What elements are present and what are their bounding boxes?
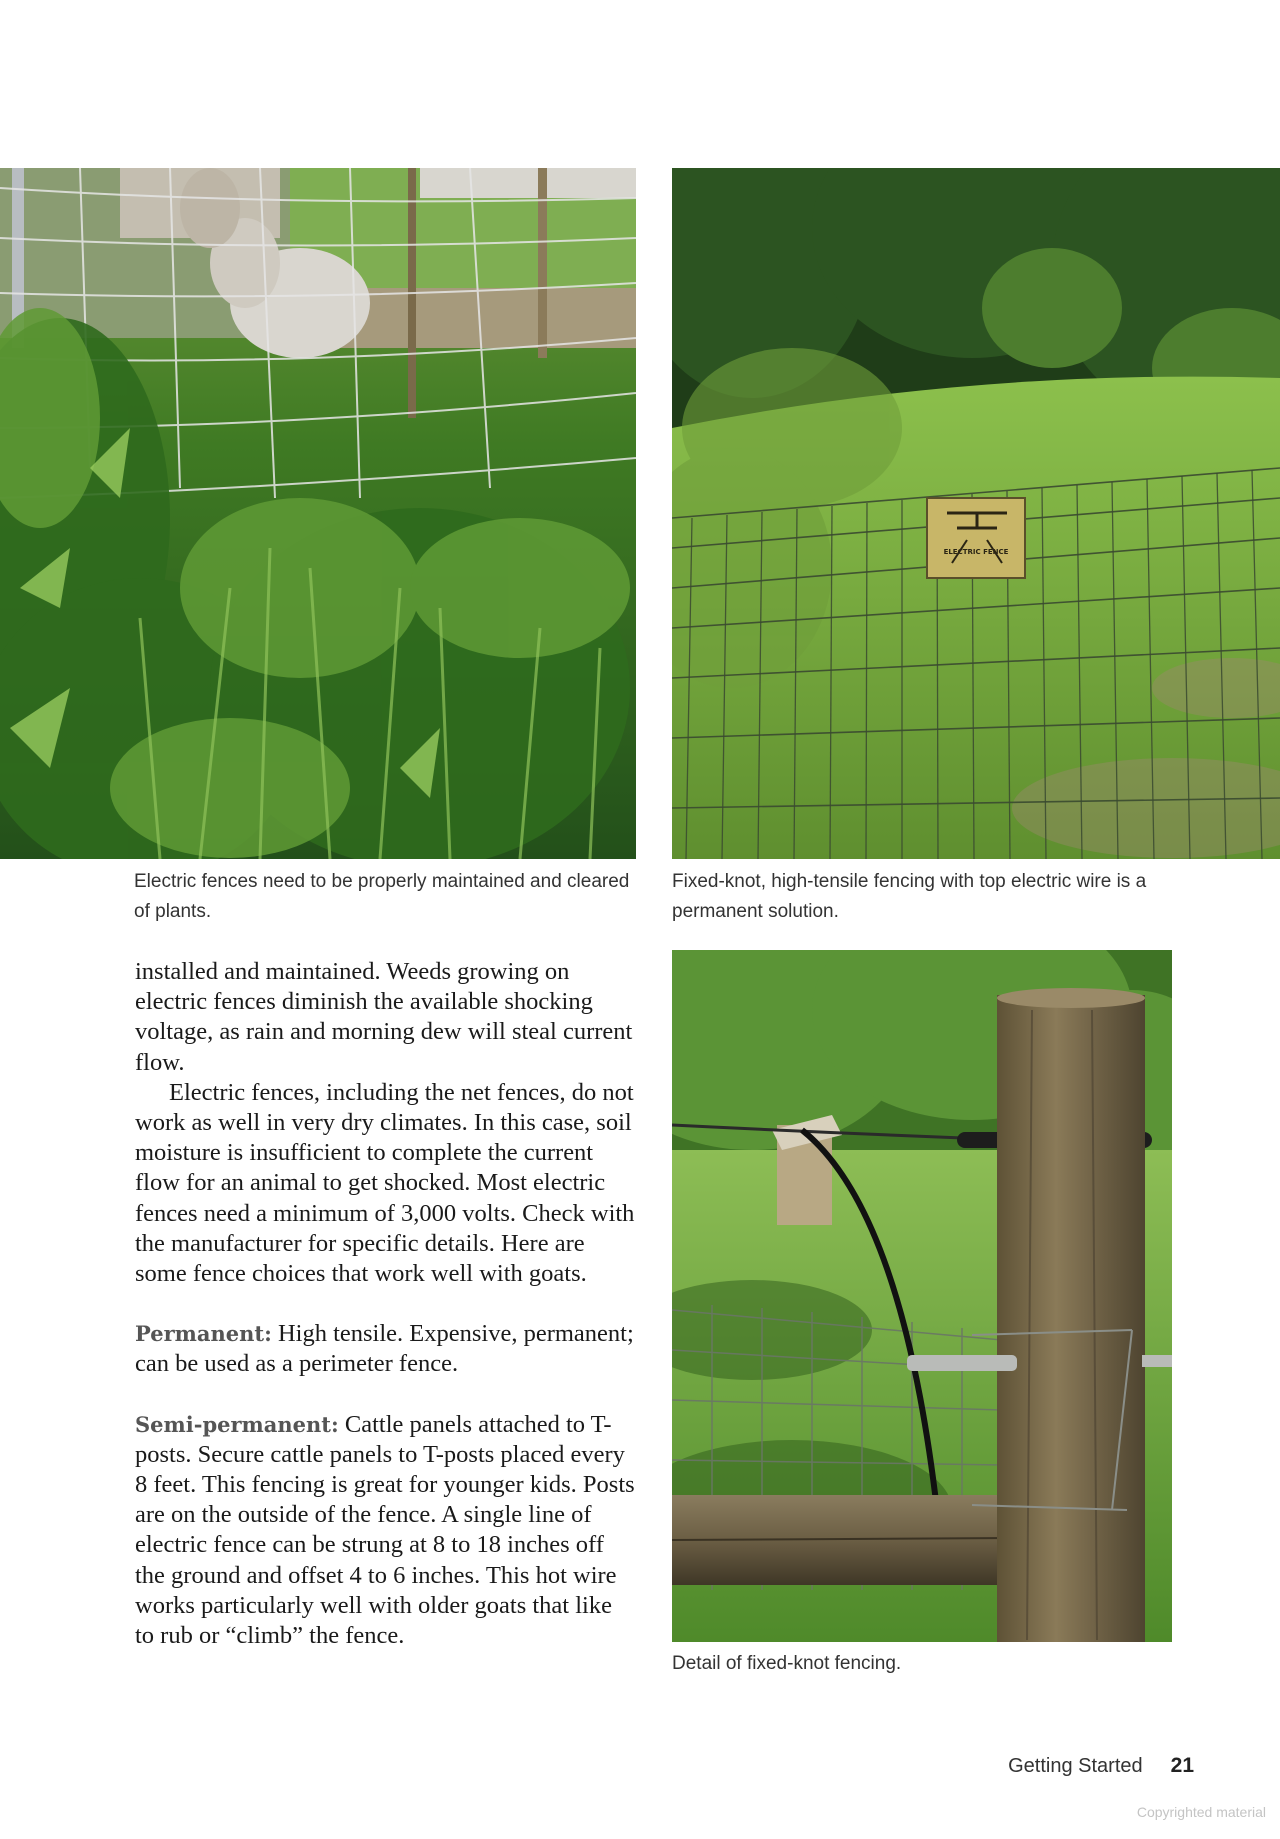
copyright-notice: Copyrighted material xyxy=(1136,1804,1266,1820)
caption-overgrown-fence: Electric fences need to be properly maintained and cleared of plants. xyxy=(134,871,630,922)
fixed-knot-fence-illustration xyxy=(672,168,1280,859)
photo-overgrown-electric-fence xyxy=(0,168,636,859)
running-footer-section: Getting Started xyxy=(1008,1755,1143,1777)
overgrown-fence-illustration xyxy=(0,168,636,859)
lead-permanent: Permanent: xyxy=(135,1321,272,1347)
electric-fence-sign xyxy=(927,498,1025,578)
permanent-description: High tensile. Expensive, permanent; can be used as a perimeter fence. xyxy=(135,1320,634,1378)
paragraph-permanent xyxy=(135,1319,635,1379)
body-text-column xyxy=(135,957,635,1651)
paragraph-maintenance: installed and maintained. Weeds growing on electric fences diminish the available shocking voltage, as rain and morning dew will steal current flow. xyxy=(135,958,633,1076)
page-number: 21 xyxy=(1170,1754,1194,1777)
paragraph-semi-permanent xyxy=(135,1410,635,1652)
photo-fixed-knot-detail xyxy=(672,950,1172,1642)
fence-post-detail-illustration xyxy=(672,950,1172,1642)
semi-permanent-description: Cattle panels attached to T-posts. Secure cattle panels to T-posts placed every 8 feet. This fencing is great for younger kids. Posts are on the outside of the fence. A single line of electric fence can be strung at 8 to 18 inches off the ground and offset 4 to 6 inches. This hot wire works particularly well with older goats that like to rub or “climb” the fence. xyxy=(135,1410,635,1650)
page-footer xyxy=(1008,1754,1194,1778)
caption-fixed-knot-detail: Detail of fixed-knot fencing. xyxy=(672,1653,902,1674)
lead-semi-permanent: Semi-permanent: xyxy=(135,1411,339,1437)
caption-fixed-knot-fence: Fixed-knot, high-tensile fencing with top electric wire is a permanent solution. xyxy=(672,871,1147,922)
sign-text: ELECTRIC FENCE xyxy=(943,548,1009,556)
paragraph-dry-climates: Electric fences, including the net fences, do not work as well in very dry climates. In this case, soil moisture is insufficient to complete the current flow for an animal to get shocked. Most electric fences need a minimum of 3,000 volts. Check with the manufacturer for specific details. Here are some fence choices that work well with goats. xyxy=(135,1078,635,1288)
photo-fixed-knot-fence xyxy=(672,168,1280,859)
